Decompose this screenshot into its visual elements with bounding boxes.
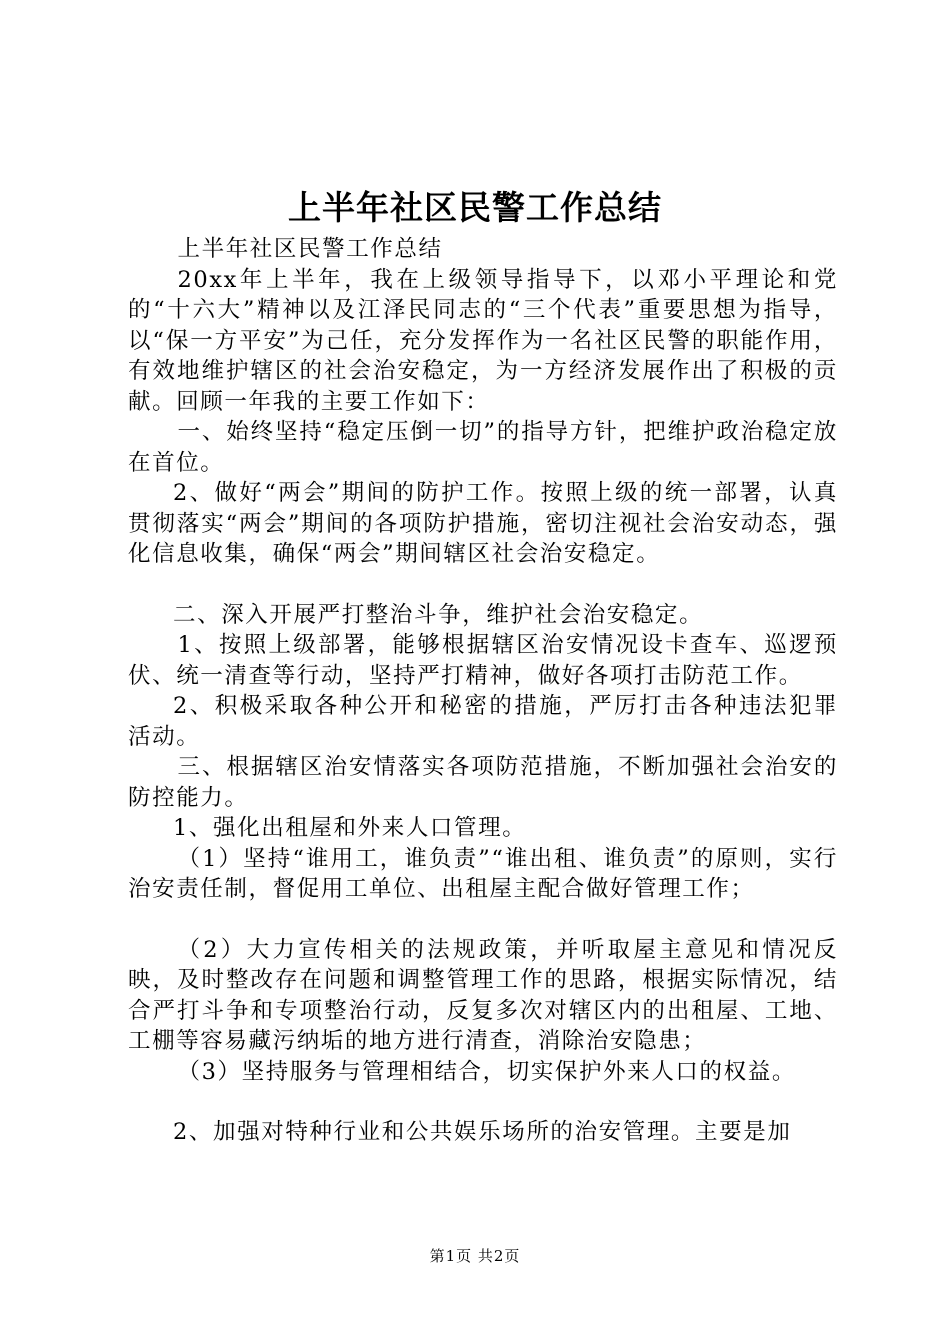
paragraph: 1、强化出租屋和外来人口管理。	[173, 815, 527, 841]
paragraph-gap	[128, 570, 838, 600]
paragraph: 2、积极采取各种公开和秘密的措施，严厉打击各种违法犯罪活动。	[128, 693, 838, 750]
paragraph: 2、做好“两会”期间的防护工作。按照上级的统一部署，认真贯彻落实“两会”期间的各项防护措施，密切注视社会治安动态，强化信息收集，确保“两会”期间辖区社会治安稳定。	[128, 480, 838, 567]
paragraph-gap	[128, 905, 838, 935]
paragraph: 三、根据辖区治安情落实各项防范措施，不断加强社会治安的防控能力。	[128, 754, 838, 811]
document-title: 上半年社区民警工作总结	[288, 188, 662, 227]
paragraph-gap	[128, 1087, 838, 1117]
page-footer: 第1页 共2页	[429, 1247, 521, 1265]
document-body	[128, 234, 838, 1148]
paragraph: 1、按照上级部署，能够根据辖区治安情况设卡查车、巡逻预伏、统一清查等行动，坚持严打精神，做好各项打击防范工作。	[128, 632, 838, 689]
paragraph: 二、深入开展严打整治斗争，维护社会治安稳定。	[173, 601, 704, 628]
paragraph: 一、始终坚持“稳定压倒一切”的指导方针，把维护政治稳定放在首位。	[128, 419, 838, 476]
paragraph: （3）坚持服务与管理相结合，切实保护外来人口的权益。	[177, 1058, 796, 1085]
paragraph: 上半年社区民警工作总结	[177, 236, 443, 262]
paragraph: 20xx年上半年，我在上级领导指导下，以邓小平理论和党的“十六大”精神以及江泽民同志的“三个代表”重要思想为指导，以“保一方平安”为己任，充分发挥作为一名社区民警的职能作用，有效地维护辖区的社会治安稳定，为一方经济发展作出了积极的贡献。回顾一年我的主要工作如下：	[128, 266, 838, 415]
paragraph: 2、加强对特种行业和公共娱乐场所的治安管理。主要是加	[173, 1119, 792, 1145]
paragraph: （2）大力宣传相关的法规政策，并听取屋主意见和情况反映，及时整改存在问题和调整管理工作的思路，根据实际情况，结合严打斗争和专项整治行动，反复多次对辖区内的出租屋、工地、工棚等容易藏污纳垢的地方进行清查，消除治安隐患；	[128, 936, 838, 1054]
paragraph: （1）坚持“谁用工，谁负责”“谁出租、谁负责”的原则，实行治安责任制，督促用工单位、出租屋主配合做好管理工作；	[128, 845, 838, 902]
